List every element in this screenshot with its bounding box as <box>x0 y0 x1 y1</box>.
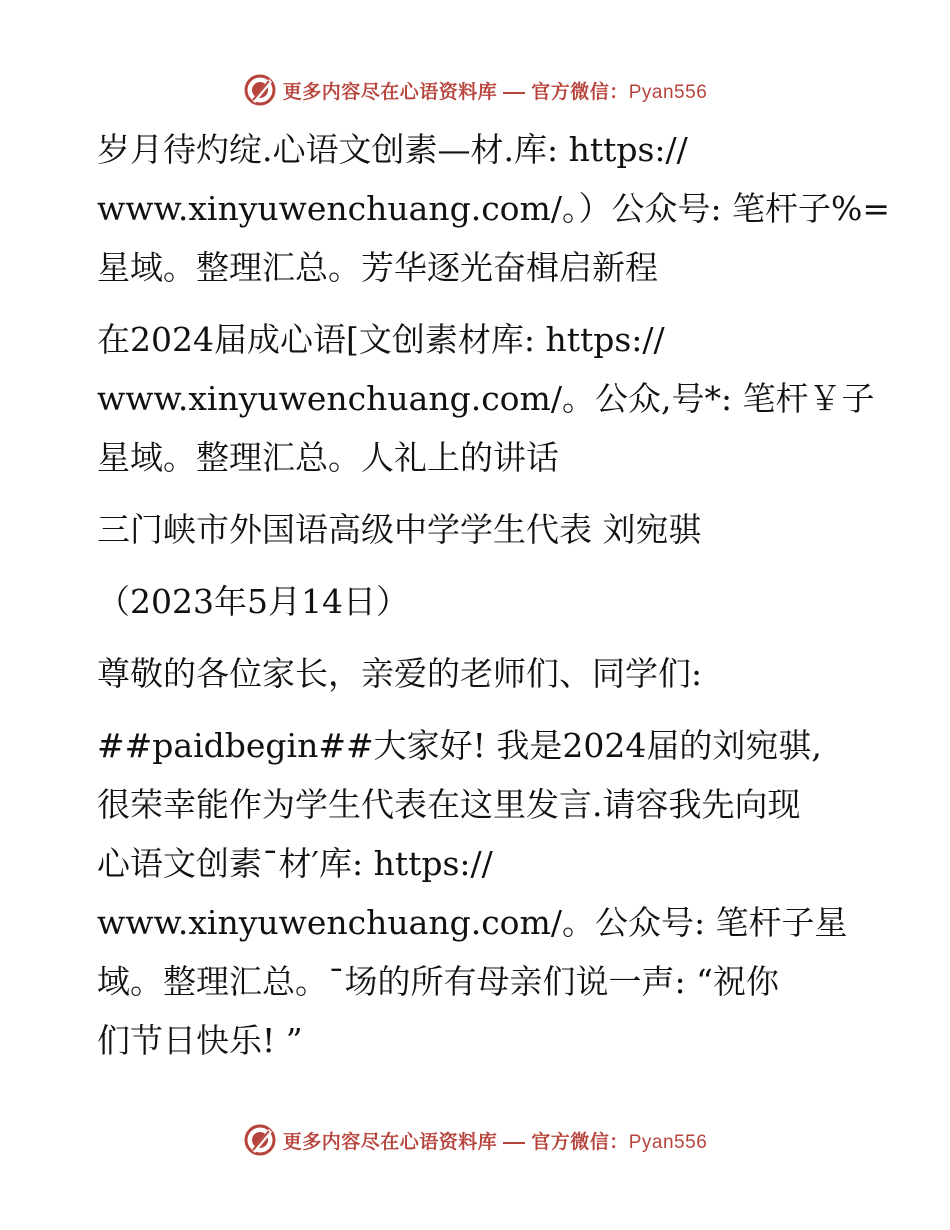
wechat-id: Pyan556 <box>628 81 708 103</box>
banner-title: 更多内容尽在心语资料库 <box>282 80 498 103</box>
banner-title: 更多内容尽在心语资料库 <box>282 1130 498 1153</box>
header-banner <box>0 70 950 110</box>
text-line: 心语文创素¯材′库: https:// <box>97 844 493 883</box>
text-line: www.xinyuwenchuang.com/。公众,号*: 笔杆￥子 <box>97 379 875 418</box>
text-line: （2023年5月14日） <box>97 582 409 621</box>
paragraph-body <box>97 716 848 1070</box>
document-body <box>97 120 891 1083</box>
text-line: www.xinyuwenchuang.com/。）公众号: 笔杆子%= <box>97 189 891 228</box>
wechat-id: Pyan556 <box>628 1131 708 1153</box>
footer-banner <box>0 1120 950 1160</box>
text-line: 在2024届成心语[文创素材库: https:// <box>97 320 665 359</box>
wechat-label: 官方微信： <box>531 80 629 103</box>
banner-dash <box>503 92 525 94</box>
text-line: www.xinyuwenchuang.com/。公众号: 笔杆子星 <box>97 903 848 942</box>
banner-dash <box>503 1142 525 1144</box>
quill-seal-logo-icon <box>243 1123 277 1157</box>
text-line: 很荣幸能作为学生代表在这里发言.请容我先向现 <box>97 785 801 824</box>
wechat-label: 官方微信： <box>531 1130 629 1153</box>
quill-seal-logo-icon <box>243 73 277 107</box>
paragraph-title <box>97 120 891 297</box>
text-line: 域。整理汇总。¯场的所有母亲们说一声: “祝你 <box>97 962 779 1001</box>
text-line: 星域。整理汇总。人礼上的讲话 <box>97 438 559 477</box>
banner-text <box>283 1127 708 1154</box>
text-line: 星域。整理汇总。芳华逐光奋楫启新程 <box>97 248 658 287</box>
paragraph-speaker <box>97 500 842 559</box>
paragraph-date <box>97 572 842 631</box>
text-line: ##paidbegin##大家好! 我是2024届的刘宛骐, <box>97 726 822 765</box>
text-line: 们节日快乐! ” <box>97 1021 303 1060</box>
paragraph-salutation <box>97 644 842 703</box>
banner-text <box>283 77 708 104</box>
text-line: 岁月待灼绽.心语文创素—材.库: https:// <box>97 130 688 169</box>
text-line: 三门峡市外国语高级中学学生代表 刘宛骐 <box>97 510 702 549</box>
text-line: 尊敬的各位家长，亲爱的老师们、同学们: <box>97 654 703 693</box>
paragraph-subtitle <box>97 310 875 487</box>
